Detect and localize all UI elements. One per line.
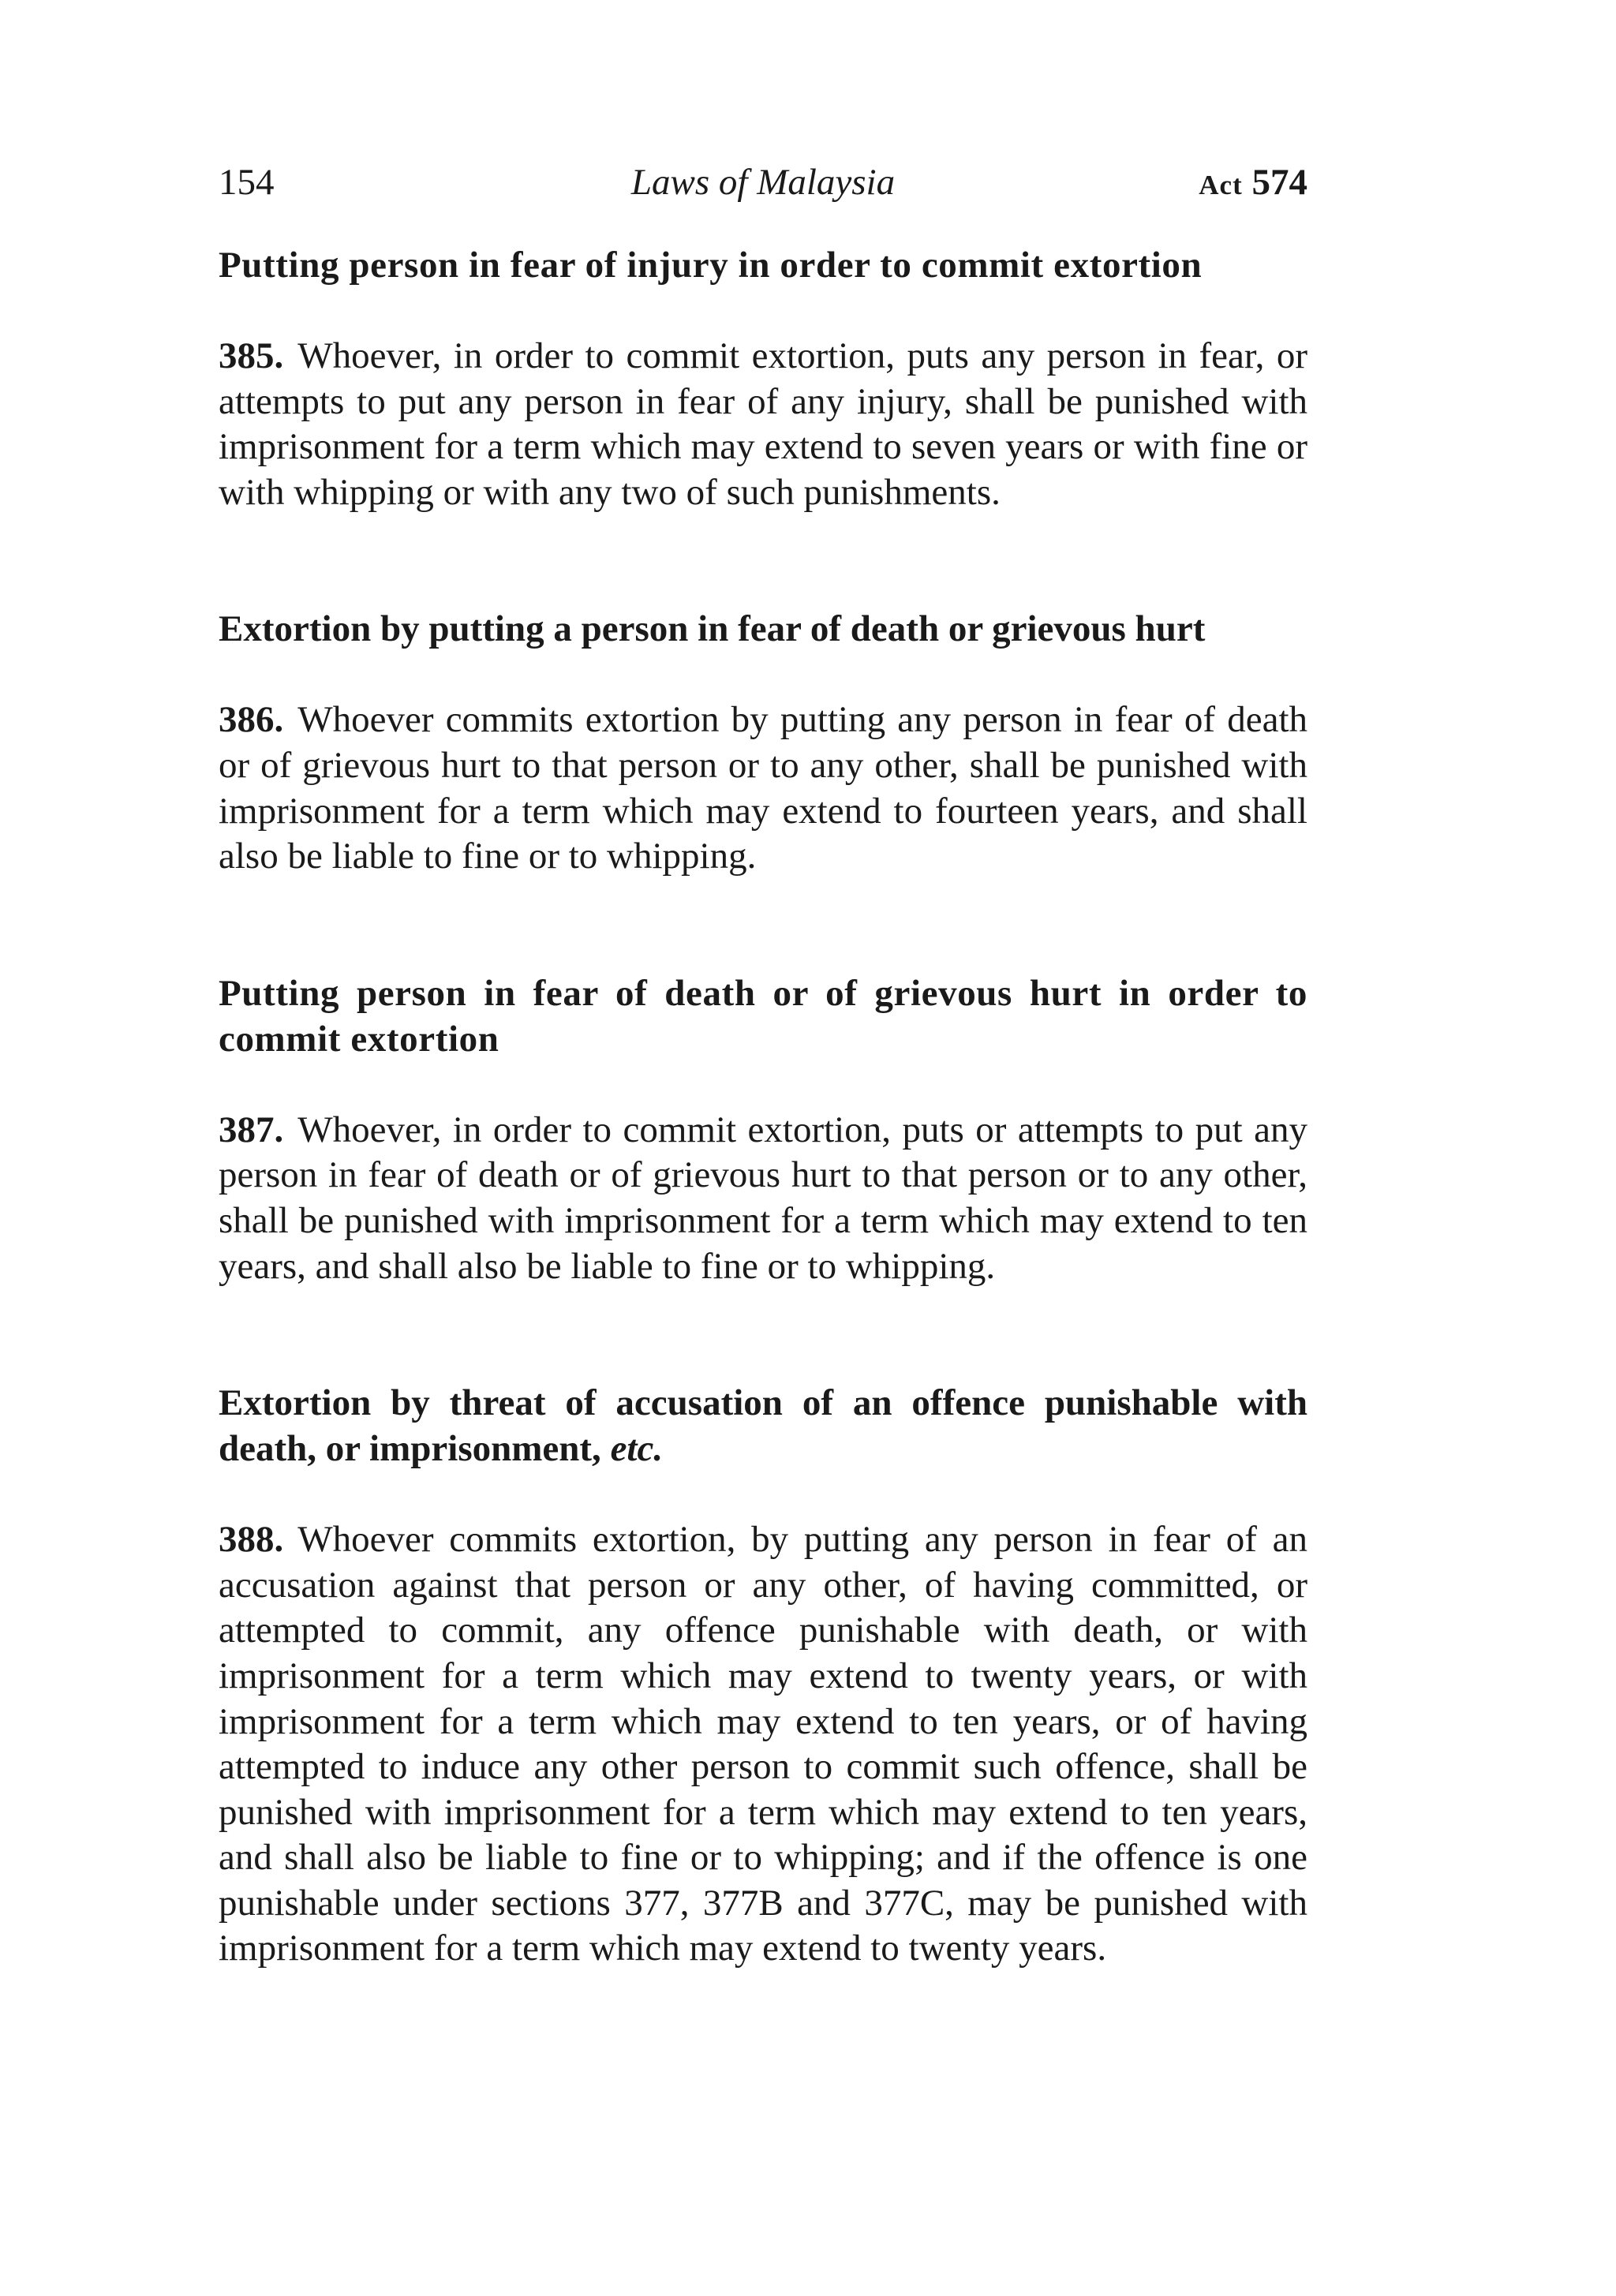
section-number: 387. [219, 1109, 284, 1150]
section-body [219, 334, 1307, 515]
section-388 [219, 1380, 1307, 1972]
running-header [219, 155, 1307, 210]
page-number: 154 [219, 162, 275, 203]
document-page [219, 155, 1307, 1972]
section-386 [219, 606, 1307, 879]
section-text: Whoever, in order to commit extortion, puts or attempts to put any person in fear of death or of grievous hurt to that person or to any other, shall be punished with imprisonment for a term which may extend to ten years, and shall also be liable to fine or to whipping. [219, 1109, 1307, 1287]
section-body [219, 1517, 1307, 1972]
section-heading: Extortion by putting a person in fear of death or grievous hurt [219, 608, 1206, 650]
section-number: 388. [219, 1519, 284, 1561]
section-number: 386. [219, 699, 284, 741]
section-heading-italic: etc. [610, 1428, 664, 1470]
section-body [219, 697, 1307, 879]
publication-title: Laws of Malaysia [630, 162, 896, 203]
section-text: Whoever, in order to commit extortion, puts any person in fear, or attempts to put any person in fear of any injury, shall be punished with imprisonment for a term which may extend to seven years or with fine or with whipping or with any two of such punishments. [219, 335, 1307, 513]
section-number: 385. [219, 335, 284, 376]
section-heading: Putting person in fear of injury in order to commit extortion [219, 245, 1203, 286]
act-reference [1199, 155, 1307, 213]
section-heading: Putting person in fear of death or of grievous hurt in order to commit extortion [219, 972, 1307, 1060]
section-text: Whoever commits extortion by putting any person in fear of death or of grievous hurt to that person or to any other, shall be punished with imprisonment for a term which may extend to fourteen years, and shall also be liable to fine or to whipping. [219, 699, 1307, 877]
section-heading-main: Extortion by threat of accusation of an offence punishable with death, or imprisonment, [219, 1382, 1307, 1470]
section-385 [219, 242, 1307, 515]
section-text: Whoever commits extortion, by putting any person in fear of an accusation against that person or any other, of having committed, or attempted to commit, any offence punishable with death, or with imprisonment for a term which may extend to twenty years, or with imprisonment for a term which may extend to ten years, or of having attempted to induce any other person to commit such offence, shall be punished with imprisonment for a term which may extend to ten years, and shall also be liable to fine or to whipping; and if the offence is one punishable under sections 377, 377B and 377C, may be punished with imprisonment for a term which may extend to twenty years. [219, 1519, 1307, 1969]
section-body [219, 1108, 1307, 1289]
act-word: Act [1199, 170, 1243, 200]
act-number: 574 [1251, 162, 1307, 203]
section-heading [219, 1380, 1307, 1471]
section-387 [219, 970, 1307, 1289]
